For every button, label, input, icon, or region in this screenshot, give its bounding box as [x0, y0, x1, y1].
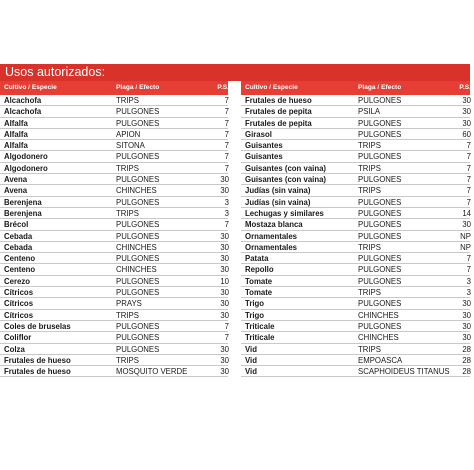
table-row [241, 310, 470, 321]
crop-cell: Triticale [245, 333, 275, 343]
ps-cell: 3 [466, 276, 471, 286]
ps-cell: 7 [224, 152, 229, 162]
pest-cell: PULGONES [358, 220, 402, 230]
crop-cell: Guisantes (con vaina) [245, 163, 327, 173]
table-row [0, 366, 228, 377]
ps-cell: 30 [462, 220, 471, 230]
table-row [241, 287, 470, 298]
table-row [241, 197, 470, 208]
crop-cell: Algodonero [4, 152, 48, 162]
crop-cell: Ornamentales [245, 231, 298, 241]
ps-cell: 30 [462, 107, 471, 117]
left-table [0, 81, 228, 377]
crop-cell: Mostaza blanca [245, 220, 303, 230]
table-row [0, 163, 228, 174]
table-row [241, 344, 470, 355]
table-row [0, 264, 228, 275]
crop-cell: Centeno [4, 254, 36, 264]
ps-cell: 7 [224, 96, 229, 105]
crop-cell: Girasol [245, 129, 272, 139]
pest-cell: MOSQUITO VERDE [116, 367, 188, 377]
table-row [0, 129, 228, 140]
ps-cell: 30 [220, 242, 229, 252]
table-row [241, 264, 470, 275]
table-row [0, 185, 228, 196]
ps-cell: 7 [224, 163, 229, 173]
crop-cell: Triticale [245, 321, 275, 331]
header-ps: P.S. [217, 84, 229, 91]
crop-cell: Alcachofa [4, 107, 42, 117]
table-row [241, 163, 470, 174]
ps-cell: 14 [462, 208, 471, 218]
crop-cell: Frutales de hueso [4, 367, 71, 377]
ps-cell: 30 [462, 310, 471, 320]
ps-cell: 30 [220, 310, 229, 320]
pest-cell: TRIPS [116, 96, 139, 105]
ps-cell: 30 [220, 344, 229, 354]
ps-cell: 7 [466, 175, 471, 185]
pest-cell: PSILA [358, 107, 381, 117]
ps-cell: 7 [224, 220, 229, 230]
pest-cell: TRIPS [116, 355, 139, 365]
pest-cell: PULGONES [358, 152, 402, 162]
ps-cell: 30 [220, 175, 229, 185]
authorized-uses-panel [0, 64, 470, 377]
crop-cell: Cebada [4, 231, 33, 241]
table-row [241, 129, 470, 140]
ps-cell: NP [460, 231, 471, 241]
crop-cell: Berenjena [4, 197, 42, 207]
pest-cell: TRIPS [358, 163, 381, 173]
table-row [241, 332, 470, 343]
ps-cell: 7 [224, 129, 229, 139]
pest-cell: CHINCHES [116, 265, 157, 275]
crop-cell: Ornamentales [245, 242, 298, 252]
table-row [0, 310, 228, 321]
pest-cell: APION [116, 129, 141, 139]
table-row [241, 174, 470, 185]
pest-cell: PULGONES [116, 344, 160, 354]
ps-cell: 7 [224, 333, 229, 343]
pest-cell: TRIPS [358, 288, 381, 298]
table-header [0, 81, 228, 95]
table-row [0, 253, 228, 264]
ps-cell: 30 [462, 321, 471, 331]
crop-cell: Alcachofa [4, 96, 42, 105]
ps-cell: 7 [466, 186, 471, 196]
pest-cell: SITONA [116, 141, 145, 151]
crop-cell: Lechugas y similares [245, 208, 324, 218]
crop-cell: Frutales de pepita [245, 118, 312, 128]
ps-cell: 30 [462, 96, 471, 105]
ps-cell: 7 [466, 265, 471, 275]
crop-cell: Repollo [245, 265, 274, 275]
crop-cell: Berenjena [4, 208, 42, 218]
table-row [241, 118, 470, 129]
pest-cell: CHINCHES [116, 186, 157, 196]
ps-cell: 7 [224, 118, 229, 128]
pest-cell: PULGONES [116, 333, 160, 343]
crop-cell: Coles de bruselas [4, 321, 71, 331]
table-row [241, 185, 470, 196]
pest-cell: TRIPS [358, 242, 381, 252]
table-row [0, 242, 228, 253]
pest-cell: PULGONES [116, 254, 160, 264]
right-table-body [241, 95, 470, 377]
crop-cell: Guisantes [245, 141, 283, 151]
table-row [0, 140, 228, 151]
header-crop: Cultivo / Especie [245, 84, 298, 91]
ps-cell: 7 [466, 152, 471, 162]
ps-cell: 30 [220, 186, 229, 196]
pest-cell: PULGONES [358, 254, 402, 264]
pest-cell: PULGONES [358, 197, 402, 207]
crop-cell: Tomate [245, 276, 273, 286]
table-row [241, 106, 470, 117]
header-ps: P.S. [459, 84, 471, 91]
pest-cell: PULGONES [116, 152, 160, 162]
pest-cell: PULGONES [358, 208, 402, 218]
pest-cell: PULGONES [116, 276, 160, 286]
ps-cell: NP [460, 242, 471, 252]
header-crop: Cultivo / Especie [4, 84, 57, 91]
table-row [241, 219, 470, 230]
ps-cell: 30 [220, 299, 229, 309]
table-row [0, 321, 228, 332]
crop-cell: Alfalfa [4, 118, 28, 128]
ps-cell: 3 [224, 208, 229, 218]
pest-cell: SCAPHOIDEUS TITANUS [358, 367, 450, 377]
table-row [241, 231, 470, 242]
crop-cell: Guisantes [245, 152, 283, 162]
crop-cell: Cítricos [4, 288, 34, 298]
pest-cell: PULGONES [358, 299, 402, 309]
header-pest: Plaga / Efecto [116, 84, 160, 91]
pest-cell: CHINCHES [358, 310, 399, 320]
section-title: Usos autorizados: [0, 64, 470, 81]
ps-cell: 7 [466, 163, 471, 173]
table-row [0, 298, 228, 309]
crop-cell: Tomate [245, 288, 273, 298]
crop-cell: Avena [4, 175, 28, 185]
crop-cell: Colza [4, 344, 25, 354]
table-row [0, 332, 228, 343]
pest-cell: PULGONES [116, 118, 160, 128]
table-row [0, 231, 228, 242]
table-row [241, 366, 470, 377]
right-table [241, 81, 470, 377]
table-row [241, 95, 470, 106]
table-row [0, 118, 228, 129]
ps-cell: 3 [224, 197, 229, 207]
table-row [0, 355, 228, 366]
crop-cell: Frutales de hueso [4, 355, 71, 365]
table-row [241, 276, 470, 287]
ps-cell: 28 [462, 344, 471, 354]
crop-cell: Cebada [4, 242, 33, 252]
ps-cell: 30 [462, 299, 471, 309]
ps-cell: 7 [466, 197, 471, 207]
pest-cell: PULGONES [116, 321, 160, 331]
pest-cell: TRIPS [358, 186, 381, 196]
pest-cell: PULGONES [116, 107, 160, 117]
ps-cell: 10 [220, 276, 229, 286]
crop-cell: Cerezo [4, 276, 30, 286]
ps-cell: 3 [466, 288, 471, 298]
pest-cell: CHINCHES [116, 242, 157, 252]
pest-cell: PULGONES [358, 231, 402, 241]
pest-cell: PULGONES [116, 288, 160, 298]
table-row [0, 344, 228, 355]
ps-cell: 28 [462, 355, 471, 365]
ps-cell: 7 [224, 141, 229, 151]
pest-cell: PULGONES [116, 197, 160, 207]
crop-cell: Vid [245, 367, 257, 377]
crop-cell: Avena [4, 186, 28, 196]
crop-cell: Guisantes (con vaina) [245, 175, 327, 185]
pest-cell: EMPOASCA [358, 355, 403, 365]
table-row [0, 197, 228, 208]
ps-cell: 30 [220, 254, 229, 264]
pest-cell: PULGONES [358, 321, 402, 331]
crop-cell: Coliflor [4, 333, 32, 343]
pest-cell: PULGONES [116, 175, 160, 185]
crop-cell: Brécol [4, 220, 29, 230]
pest-cell: PULGONES [116, 231, 160, 241]
pest-cell: PULGONES [358, 118, 402, 128]
header-pest: Plaga / Efecto [358, 84, 402, 91]
table-row [241, 298, 470, 309]
crop-cell: Trigo [245, 310, 265, 320]
crop-cell: Centeno [4, 265, 36, 275]
crop-cell: Algodonero [4, 163, 48, 173]
pest-cell: PULGONES [358, 265, 402, 275]
table-row [241, 253, 470, 264]
table-row [241, 140, 470, 151]
crop-cell: Cítricos [4, 299, 34, 309]
pest-cell: TRIPS [116, 163, 139, 173]
crop-cell: Alfalfa [4, 141, 28, 151]
pest-cell: PRAYS [116, 299, 142, 309]
pest-cell: TRIPS [358, 344, 381, 354]
crop-cell: Frutales de hueso [245, 96, 312, 105]
table-row [241, 355, 470, 366]
crop-cell: Alfalfa [4, 129, 28, 139]
table-row [0, 151, 228, 162]
table-row [0, 219, 228, 230]
crop-cell: Judías (sin vaina) [245, 197, 311, 207]
crop-cell: Patata [245, 254, 269, 264]
table-row [0, 174, 228, 185]
ps-cell: 30 [462, 333, 471, 343]
ps-cell: 28 [462, 367, 471, 377]
table-columns [0, 81, 470, 377]
ps-cell: 7 [224, 107, 229, 117]
crop-cell: Vid [245, 344, 257, 354]
ps-cell: 7 [224, 321, 229, 331]
ps-cell: 30 [462, 118, 471, 128]
ps-cell: 30 [220, 367, 229, 377]
table-row [0, 95, 228, 106]
ps-cell: 30 [220, 231, 229, 241]
pest-cell: PULGONES [358, 96, 402, 105]
ps-cell: 30 [220, 355, 229, 365]
pest-cell: PULGONES [358, 276, 402, 286]
crop-cell: Cítricos [4, 310, 34, 320]
left-table-body [0, 95, 228, 377]
table-row [0, 106, 228, 117]
crop-cell: Vid [245, 355, 257, 365]
ps-cell: 30 [220, 265, 229, 275]
pest-cell: TRIPS [116, 310, 139, 320]
ps-cell: 7 [466, 254, 471, 264]
ps-cell: 30 [220, 288, 229, 298]
table-row [241, 151, 470, 162]
table-row [0, 208, 228, 219]
crop-cell: Trigo [245, 299, 265, 309]
table-row [241, 208, 470, 219]
table-row [241, 242, 470, 253]
pest-cell: CHINCHES [358, 333, 399, 343]
table-row [0, 287, 228, 298]
table-row [0, 276, 228, 287]
ps-cell: 60 [462, 129, 471, 139]
pest-cell: PULGONES [116, 220, 160, 230]
pest-cell: PULGONES [358, 129, 402, 139]
table-header [241, 81, 470, 95]
pest-cell: TRIPS [358, 141, 381, 151]
ps-cell: 7 [466, 141, 471, 151]
crop-cell: Judías (sin vaina) [245, 186, 311, 196]
pest-cell: TRIPS [116, 208, 139, 218]
pest-cell: PULGONES [358, 175, 402, 185]
table-row [241, 321, 470, 332]
crop-cell: Frutales de pepita [245, 107, 312, 117]
